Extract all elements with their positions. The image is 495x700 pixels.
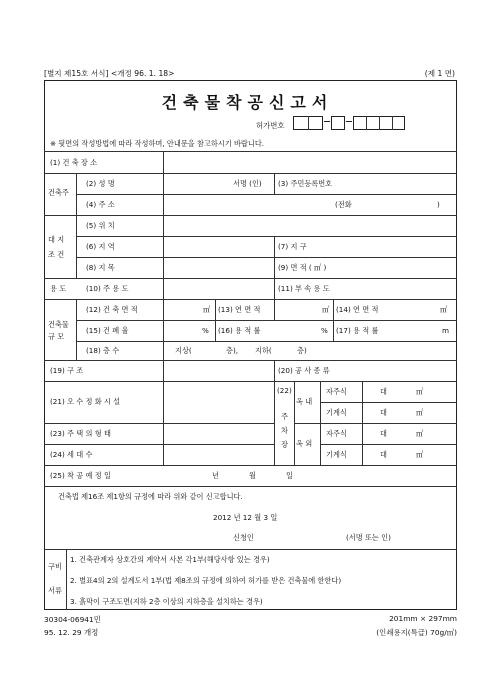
row-line [44, 173, 457, 174]
label-land-category: (8) 지 목 [86, 263, 115, 272]
permit-dash-2 [346, 121, 352, 122]
documents-label-1: 구비 [48, 562, 62, 571]
permit-number-label: 허가번호 [256, 121, 285, 130]
unit-m2: ㎡ [416, 429, 424, 438]
label-floor-area-ratio-2: (17) 용 적 률 [336, 326, 379, 335]
floors-close: 층), [226, 346, 239, 355]
col-line [294, 381, 295, 465]
reporter-signature: (서명 또는 인) [346, 533, 391, 542]
label-parking-number: (22) [277, 386, 292, 395]
col-line [274, 360, 275, 465]
row-line [320, 402, 457, 403]
permit-box-divider [308, 116, 309, 130]
date-year: 년 [212, 471, 219, 480]
row-line [44, 423, 274, 424]
label-self-parking: 자주식 [326, 429, 347, 438]
permit-box-divider [366, 116, 367, 130]
row-line [76, 236, 457, 237]
label-mech-parking: 기계식 [326, 408, 347, 417]
parking-char-3: 장 [281, 440, 288, 449]
label-floor-area-ratio: (16) 용 적 률 [218, 326, 261, 335]
label-area: (9) 면 적 ( ㎡ ) [278, 263, 327, 272]
row-line [76, 257, 457, 258]
unit-dae: 대 [380, 450, 387, 459]
paper-spec: (인쇄용지(특급) 70g/㎡) [376, 628, 457, 637]
row-line [44, 465, 457, 466]
col-line [320, 381, 321, 465]
label-accessory-use: (11) 부 속 용 도 [278, 284, 330, 293]
page-label: (제 1 면) [424, 69, 455, 78]
row-line [294, 423, 457, 424]
label-address: (4) 주 소 [86, 200, 115, 209]
label-self-parking: 자주식 [326, 387, 347, 396]
unit-m2: ㎡ [416, 408, 424, 417]
row-line [44, 549, 457, 550]
phone-close: ) [437, 200, 440, 209]
signature-seal: 서명 (인) [233, 179, 262, 188]
label-total-floor-area-2: (14) 연 면 적 [336, 305, 379, 314]
label-main-use: (10) 주 용 도 [86, 284, 129, 293]
row-line [44, 486, 457, 487]
label-total-floor-area: (13) 연 면 적 [218, 305, 261, 314]
parking-char-1: 주 [281, 412, 288, 421]
form-code: 30304-06941민 [44, 615, 101, 624]
col-line [76, 215, 77, 278]
permit-box-divider [392, 116, 393, 130]
col-line [163, 151, 164, 465]
col-line [76, 173, 77, 215]
unit-dae: 대 [380, 429, 387, 438]
form-title: 건축물착공신고서 [161, 93, 334, 112]
label-construction-type: (20) 공 사 종 류 [278, 366, 330, 375]
parking-char-2: 차 [281, 426, 288, 435]
form-number: [별지 제15호 서식] <개정 96. 1. 18> [44, 69, 175, 78]
row-line [44, 151, 457, 152]
row-line [44, 381, 274, 382]
unit-percent: % [202, 326, 209, 335]
label-district: (7) 지 구 [278, 242, 307, 251]
paper-size: 201mm × 297mm [389, 614, 457, 623]
unit-m: m [442, 326, 450, 335]
date-month: 월 [249, 471, 256, 480]
declaration-statement: 건축법 제16조 제1항의 규정에 따라 위와 같이 신고합니다. [58, 492, 243, 501]
unit-dae: 대 [380, 408, 387, 417]
label-households: (24) 세 대 수 [50, 450, 93, 459]
label-floors: (18) 층 수 [86, 346, 120, 355]
row-line [44, 278, 457, 279]
row-line [76, 320, 457, 321]
group-scale-1: 건축물 [48, 320, 69, 329]
floors-below: 지하( [255, 346, 272, 355]
permit-dash-1 [324, 121, 330, 122]
row-line [320, 444, 457, 445]
unit-m2: ㎡ [203, 305, 211, 314]
instruction-note: ※ 뒷면의 작성방법에 따라 작성하며, 안내문을 참고하시기 바랍니다. [50, 139, 265, 148]
form-frame [44, 80, 457, 610]
col-line [274, 236, 275, 320]
permit-box-divider [379, 116, 380, 130]
col-line [66, 549, 67, 610]
unit-m2: ㎡ [416, 387, 424, 396]
label-resident-number: (3) 주민등록번호 [278, 179, 333, 188]
row-line [44, 299, 457, 300]
label-zone: (6) 지 역 [86, 242, 115, 251]
unit-m2: ㎡ [416, 450, 424, 459]
document-item: 3. 흙막이 구조도면(지하 2층 이상의 지하층을 설치하는 경우) [70, 597, 263, 606]
row-line [274, 381, 457, 382]
group-use: 용 도 [50, 284, 67, 293]
label-building-area: (12) 건 축 면 적 [86, 305, 138, 314]
label-housing-type: (23) 주 택 의 형 태 [50, 429, 111, 438]
row-line [44, 360, 457, 361]
row-line [44, 444, 274, 445]
label-mech-parking: 기계식 [326, 450, 347, 459]
col-line [362, 381, 363, 465]
reporter-label: 신청인 [233, 533, 254, 542]
label-location: (5) 위 치 [86, 221, 115, 230]
group-site-2: 조 건 [48, 250, 65, 259]
revision-date: 95. 12. 29 개정 [44, 628, 99, 637]
row-line [76, 341, 457, 342]
date-day: 일 [286, 471, 293, 480]
col-line [274, 173, 275, 194]
row-line [76, 194, 457, 195]
group-site-1: 대 지 [48, 235, 65, 244]
floors-above: 지상( [175, 346, 192, 355]
permit-number-box-2[interactable] [331, 116, 345, 130]
label-sewage-facility: (21) 오 수 정 화 시 설 [50, 397, 121, 406]
unit-m2: ㎡ [440, 305, 448, 314]
col-line [76, 299, 77, 360]
label-indoor: 옥 내 [296, 397, 313, 406]
label-coverage-ratio: (15) 건 폐 율 [86, 326, 129, 335]
label-structure: (19) 구 조 [50, 366, 84, 375]
unit-percent: % [321, 326, 328, 335]
document-item: 2. 별표4의 2의 설계도서 1부(법 제8조의 규정에 의하여 허가를 받은 건축물에 한한다) [70, 576, 342, 585]
floors-close-2: 층) [297, 346, 307, 355]
unit-dae: 대 [380, 387, 387, 396]
col-line [215, 299, 216, 341]
row-line [44, 215, 457, 216]
label-construction-site: (1) 건 축 장 소 [50, 158, 98, 167]
phone-open: (전화 [335, 200, 352, 209]
group-scale-2: 규 모 [48, 332, 65, 341]
label-outdoor: 옥 외 [296, 439, 313, 448]
document-item: 1. 건축관계자 상호간의 계약서 사본 각1부(해당사항 있는 경우) [70, 555, 270, 564]
col-line [333, 299, 334, 341]
declaration-date: 2012 년 12 월 3 일 [213, 513, 278, 522]
label-name: (2) 성 명 [86, 179, 115, 188]
label-start-date: (25) 착 공 예 정 일 [50, 471, 111, 480]
unit-m2: ㎡ [322, 305, 330, 314]
group-owner: 건축주 [48, 188, 69, 197]
documents-label-2: 서류 [48, 586, 62, 595]
